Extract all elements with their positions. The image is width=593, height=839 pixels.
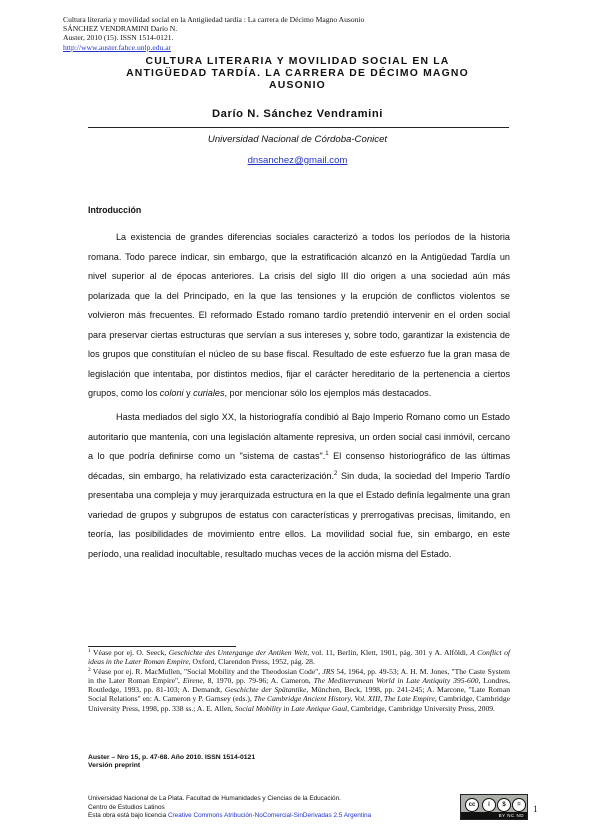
footer-university: Universidad Nacional de La Plata. Facultad de Humanidades y Ciencias de la Educación.: [88, 795, 341, 802]
issue-line-2: Versión preprint: [88, 762, 141, 770]
citation-line-1: Cultura literaria y movilidad social en la Antigüedad tardía : La carrera de Décimo Magno Ausonio: [63, 15, 365, 24]
author-name: Darío N. Sánchez Vendramini: [211, 108, 383, 120]
footnote-text: Véase por ej. O. Seeck,: [90, 648, 169, 657]
footnote-number: 2: [88, 666, 91, 673]
footnote-text: Véase por ej. R. MacMullen, "Social Mobility and the Theodosian Code",: [90, 666, 323, 676]
issue-info: [88, 754, 255, 771]
footer-center: Centro de Estudios Latinos: [88, 803, 165, 811]
cc-icon: cc: [465, 798, 479, 812]
page-footer: [88, 795, 371, 821]
title-line-2: ANTIGÜEDAD TARDÍA. LA CARRERA DE DÉCIMO MAGNO: [126, 67, 469, 79]
citation-url-link[interactable]: http://www.auster.fahce.unlp.edu.ar: [63, 42, 172, 52]
footnote-ref-1[interactable]: 1: [325, 451, 329, 457]
footnote-text: , vol. 11, Berlín, Klett, 1901, pág. 301 y A. Alföldi,: [307, 648, 471, 657]
footnote-2: [88, 667, 510, 713]
footnote-text: , Cambridge, Cambridge University Press, 1998, pp. 338 ss.; A. E. Allen,: [88, 694, 510, 713]
body-text: La existencia de grandes diferencias sociales caracterizó a todos los períodos de la historia romana. Todo parece indicar, sin embargo, que la estratificación alcanzó en la Antigüedad Tardía un nivel superior al de épocas anteriores. La crisis del siglo III dio origen a una sociedad aún más polarizada que la del Principado, en la que las tensiones y la erupción de conflictos violentos se volvieron más frecuentes. El reformado Estado romano tardío pretendió intervenir en el orden social para preservar ciertas estructuras que servían a sus intereses y, sobre todo, garantizar la existencia de los grupos que constituían el núcleo de su base fiscal. Resultado de este esfuerzo fue la gran masa de legislación que intentaba, por distintos medios, fijar el carácter hereditario de la pertenencia a ciertos grupos, como los: [88, 232, 510, 398]
footnote-emphasis: Social Mobility in Late Antique Gaul: [234, 703, 348, 713]
body-text: y: [183, 388, 194, 398]
creative-commons-badge[interactable]: [460, 794, 528, 820]
footnotes: [88, 648, 510, 713]
footnote-text: , Londres, Routledge, 1993, pp. 81-103; A. Demandt,: [88, 675, 510, 695]
footer-license: [88, 812, 371, 821]
section-heading: Introducción: [88, 205, 142, 215]
title-line-3: AUSONIO: [269, 79, 326, 91]
article-title: [80, 56, 515, 91]
body-paragraph-1: [88, 228, 510, 404]
body-emphasis: curiales: [193, 388, 225, 398]
body-emphasis: coloni: [159, 388, 184, 398]
footnote-emphasis: Geschichte des Untergange der Antiken Welt: [168, 648, 308, 657]
footnote-emphasis: The Mediterranean World in Late Antiquity 395-600: [313, 675, 479, 685]
footnote-text: , 8, 1970, pp. 79-96; A. Cameron,: [202, 675, 314, 685]
citation-line-2: SÁNCHEZ VENDRAMINI Darío N.: [63, 24, 178, 34]
footnote-emphasis: The Cambridge Ancient History, Vol. XIII, The Late Empire: [253, 694, 435, 704]
footnote-emphasis: Geschichte der Spätantike: [224, 685, 307, 695]
body-paragraph-2: [88, 408, 510, 564]
license-link[interactable]: Creative Commons Atribución-NoComercial-SinDerivadas 2.5 Argentina: [167, 812, 372, 820]
footnote-text: , München, Beck, 1998, pp. 241-245; A. Marcone, "Late Roman Social Relations" en: A. Cameron y P. Garnsey (eds.),: [88, 685, 510, 704]
footnote-emphasis: JRS: [322, 666, 335, 676]
footnote-text: , Cambridge, Cambridge University Press, 2009.: [347, 703, 495, 713]
body-text: , por mencionar sólo los ejemplos más destacados.: [224, 388, 432, 398]
body-text: Sin duda, la sociedad del Imperio Tardío presentaba una compleja y muy jerarquizada estructura en la que el Estado definía legalmente una gran variedad de grupos y subgrupos de estatus con características y prerrogativas precisas, limitando, en teoría, las posibilidades de movimiento entre ellos. La movilidad social fue, sin embargo, en este período, una realidad inocultable, resultado muchas veces de la acción misma del Estado.: [88, 470, 510, 559]
body-text: El consenso historiográfico de las últimas décadas, sin embargo, ha relativizado esta caracterización.: [88, 451, 510, 481]
citation-line-3: Auster, 2010 (15). ISSN 1514-0121.: [63, 33, 174, 43]
footnote-emphasis: A Conflict of ideas in the Later Roman Empire: [88, 648, 510, 667]
footnote-emphasis: Eirene: [182, 675, 203, 685]
noderivatives-icon: =: [512, 798, 526, 812]
footnote-ref-2[interactable]: 2: [333, 470, 338, 477]
license-badge-strip: BY NC ND: [461, 812, 527, 819]
email-link[interactable]: dnsanchez@gmail.com: [247, 155, 348, 166]
citation-header: [63, 15, 364, 52]
page-number: 1: [533, 804, 538, 814]
noncommercial-icon: $: [497, 798, 511, 812]
attribution-icon: i: [482, 798, 496, 812]
issue-line-1: Auster – Nro 15, p. 47-68. Año 2010. ISSN 1514-0121: [88, 754, 256, 761]
footnote-text: 54, 1964, pp. 49-53; A. H. M. Jones, "The Caste System in the Later Roman Empire",: [88, 666, 510, 685]
author-email: [80, 155, 515, 166]
footnote-number: 1: [88, 648, 91, 654]
title-divider: [88, 127, 509, 128]
footnote-divider: [88, 646, 236, 647]
body-text: Hasta mediados del siglo XX, la historiografía condibió al Bajo Imperio Romano como un Estado autoritario que mantenía, con una legislación altamente represiva, un orden social casi inmóvil, cercano a lo que podría definirse como un "sistema de castas".: [88, 412, 510, 461]
title-line-1: CULTURA LITERARIA Y MOVILIDAD SOCIAL EN LA: [145, 56, 450, 67]
footnote-text: , Oxford, Clarendon Press, 1952, pág. 28.: [188, 657, 315, 667]
footnote-1: [88, 648, 510, 667]
footer-license-prefix: Esta obra está bajo licencia: [88, 812, 168, 820]
author-affiliation: Universidad Nacional de Córdoba-Conicet: [207, 134, 388, 145]
